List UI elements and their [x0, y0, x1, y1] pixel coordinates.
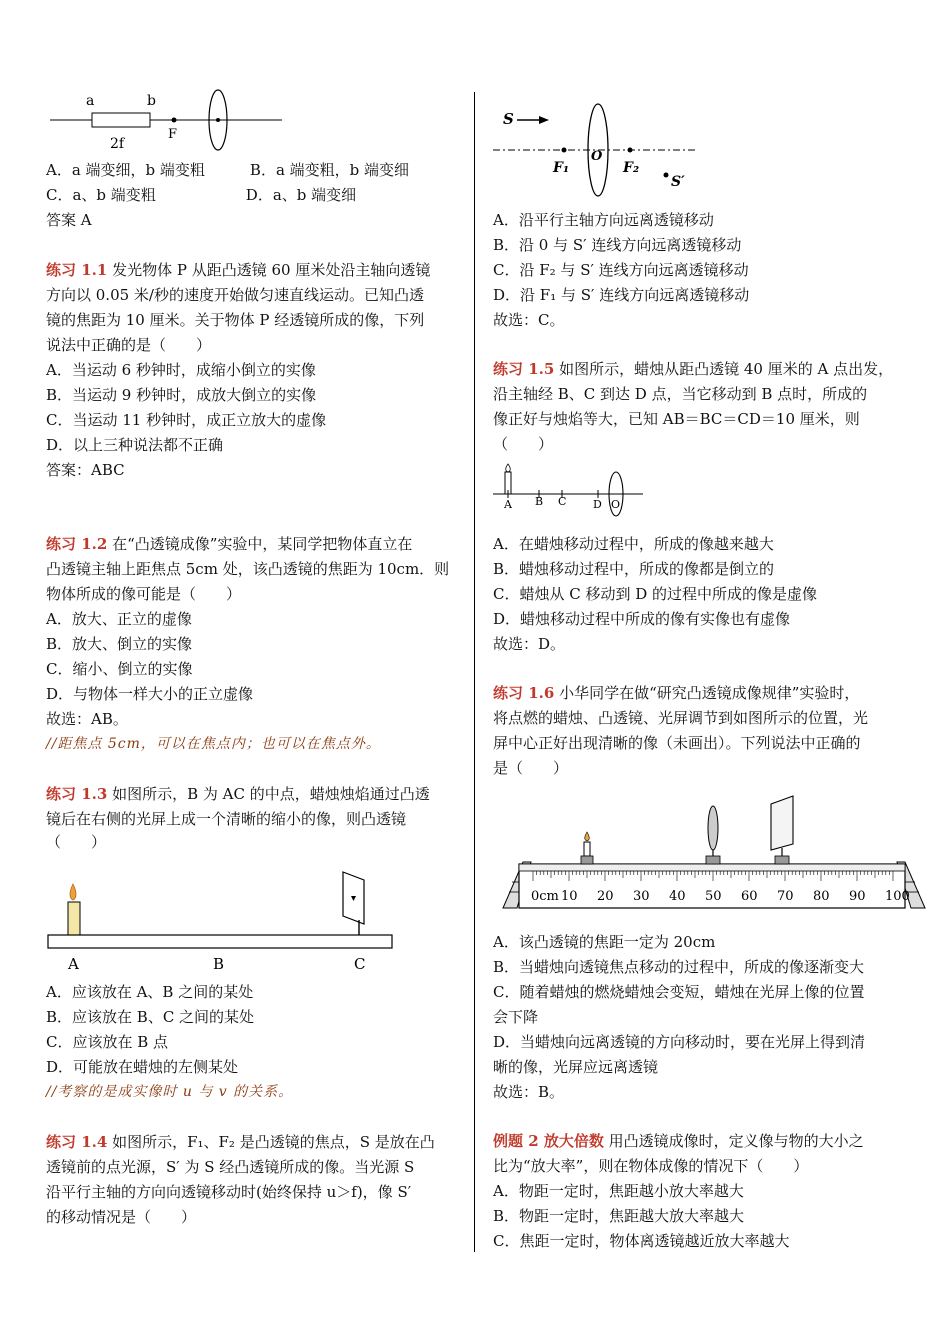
q12-option-b: B．放大、倒立的实像: [46, 635, 193, 653]
q13-label: 练习 1.3: [46, 785, 108, 803]
q11-label: 练习 1.1: [46, 261, 108, 279]
q15-option-a: A．在蜡烛移动过程中，所成的像越来越大: [493, 535, 774, 553]
ruler-tick-label: 30: [633, 889, 650, 904]
label-B: B: [213, 955, 225, 973]
label-A: A: [504, 498, 512, 511]
q11-option-c: C．当运动 11 秒钟时，成正立放大的虚像: [46, 411, 327, 429]
ruler-tick-label: 0cm: [531, 889, 559, 904]
q13-line-1: 练习 1.3 如图所示，B 为 AC 的中点，蜡烛烛焰通过凸透: [46, 785, 430, 803]
q15-option-d: D．蜡烛移动过程中所成的像有实像也有虚像: [493, 610, 791, 628]
q14-line-2: 透镜前的点光源，S′ 为 S 经凸透镜所成的像。当光源 S: [46, 1158, 415, 1176]
figure-candle-screen: [46, 862, 396, 980]
ruler-tick-label: 50: [705, 889, 722, 904]
q12-option-a: A．放大、正立的虚像: [46, 610, 192, 628]
label-A: A: [68, 955, 79, 973]
q12-answer: 故选：AB。: [46, 710, 128, 728]
q12-line-3: 物体所成的像可能是（ ）: [46, 585, 242, 603]
q12-note: //距焦点 5cm，可以在焦点内；也可以在焦点外。: [46, 736, 381, 752]
label-O: O: [611, 498, 621, 511]
q13-line-3: （ ）: [46, 833, 107, 851]
q11-option-b: B．当运动 9 秒钟时，成放大倒立的实像: [46, 386, 317, 404]
q13-option-a: A．应该放在 A、B 之间的某处: [46, 983, 254, 1001]
figure-rod-lens: [50, 90, 290, 154]
q14-line-4: 的移动情况是（ ）: [46, 1208, 197, 1226]
figure-point-source-lens: [493, 96, 713, 198]
q13-note: //考察的是成实像时 u 与 v 的关系。: [46, 1084, 294, 1100]
q15-answer: 故选：D。: [493, 635, 566, 653]
lens: [706, 806, 720, 864]
q14-option-a: A．沿平行主轴方向远离透镜移动: [493, 211, 714, 229]
q0-answer: 答案 A: [46, 211, 92, 229]
label-D: D: [593, 498, 602, 511]
ex2-option-c: C．焦距一定时，物体离透镜越近放大率越大: [493, 1232, 790, 1250]
ruler-tick-label: 60: [741, 889, 758, 904]
ruler-tick-label: 80: [813, 889, 830, 904]
ex2-option-a: A．物距一定时，焦距越小放大率越大: [493, 1182, 744, 1200]
q16-answer: 故选：B。: [493, 1083, 565, 1101]
q15-option-b: B．蜡烛移动过程中，所成的像都是倒立的: [493, 560, 775, 578]
q16-option-c-1: C．随着蜡烛的燃烧蜡烛会变短，蜡烛在光屏上像的位置: [493, 983, 865, 1001]
figure-optical-bench: [499, 792, 929, 914]
q15-line-2: 沿主轴经 B、C 到达 D 点，当它移动到 B 点时，所成的: [493, 385, 868, 403]
q11-option-d: D．以上三种说法都不正确: [46, 436, 224, 454]
ex2-line-1: 例题 2 放大倍数 用凸透镜成像时，定义像与物的大小之: [493, 1132, 864, 1150]
ruler-tick-label: 10: [561, 889, 578, 904]
q16-option-a: A．该凸透镜的焦距一定为 20cm: [493, 933, 716, 951]
label-F: F: [168, 127, 178, 142]
label-S: S: [503, 110, 514, 128]
q16-line-2: 将点燃的蜡烛、凸透镜、光屏调节到如图所示的位置，光: [493, 709, 869, 727]
q16-option-d-1: D．当蜡烛向远离透镜的方向移动时，要在光屏上得到清: [493, 1033, 866, 1051]
q11-line-3: 镜的焦距为 10 厘米。关于物体 P 经透镜所成的像，下列: [46, 311, 425, 329]
label-C: C: [354, 955, 366, 973]
q13-option-b: B．应该放在 B、C 之间的某处: [46, 1008, 255, 1026]
q16-line-4: 是（ ）: [493, 759, 569, 777]
q11-line-1: 练习 1.1 发光物体 P 从距凸透镜 60 厘米处沿主轴向透镜: [46, 261, 431, 279]
figure-candle-points-lens: [493, 460, 653, 516]
ruler-tick-label: 70: [777, 889, 794, 904]
q14-line-1: 练习 1.4 如图所示，F₁、F₂ 是凸透镜的焦点，S 是放在凸: [46, 1133, 435, 1151]
label-F2: F₂: [623, 160, 640, 176]
candle: [581, 832, 593, 864]
q11-line-4: 说法中正确的是（ ）: [46, 336, 212, 354]
ruler-tick-label: 40: [669, 889, 686, 904]
q11-option-a: A．当运动 6 秒钟时，成缩小倒立的实像: [46, 361, 316, 379]
q13-option-c: C．应该放在 B 点: [46, 1033, 169, 1051]
q12-line-1: 练习 1.2 在“凸透镜成像”实验中，某同学把物体直立在: [46, 535, 413, 553]
q12-option-d: D．与物体一样大小的正立虚像: [46, 685, 254, 703]
q15-option-c: C．蜡烛从 C 移动到 D 的过程中所成的像是虚像: [493, 585, 818, 603]
q14-option-b: B．沿 0 与 S′ 连线方向远离透镜移动: [493, 236, 742, 254]
ex2-label: 例题 2 放大倍数: [493, 1132, 604, 1150]
q12-label: 练习 1.2: [46, 535, 108, 553]
q16-option-c-2: 会下降: [493, 1008, 539, 1026]
q11-line-2: 方向以 0.05 米/秒的速度开始做匀速直线运动。已知凸透: [46, 286, 424, 304]
q15-line-4: （ ）: [493, 435, 554, 453]
label-B: B: [535, 495, 544, 508]
label-C: C: [558, 495, 567, 508]
label-F1: F₁: [553, 160, 570, 176]
label-a: a: [86, 93, 95, 109]
ruler-tick-label: 90: [849, 889, 866, 904]
q16-option-d-2: 晰的像，光屏应远离透镜: [493, 1058, 659, 1076]
label-b: b: [147, 93, 156, 109]
label-S-prime: S′: [671, 174, 685, 190]
q16-line-3: 屏中心正好出现清晰的像（未画出）。下列说法中正确的: [493, 734, 861, 752]
q14-label: 练习 1.4: [46, 1133, 108, 1151]
column-divider: [474, 92, 475, 1252]
q12-option-c: C．缩小、倒立的实像: [46, 660, 193, 678]
q16-label: 练习 1.6: [493, 684, 555, 702]
q15-label: 练习 1.5: [493, 360, 555, 378]
q15-line-1: 练习 1.5 如图所示，蜡烛从距凸透镜 40 厘米的 A 点出发，: [493, 360, 894, 378]
q14-option-d: D．沿 F₁ 与 S′ 连线方向远离透镜移动: [493, 286, 750, 304]
label-2f: 2f: [110, 136, 125, 152]
light-screen: [771, 796, 793, 864]
q13-option-d: D．可能放在蜡烛的左侧某处: [46, 1058, 239, 1076]
q14-line-3: 沿平行主轴的方向向透镜移动时(始终保持 u＞f)，像 S′: [46, 1183, 412, 1201]
q15-line-3: 像正好与烛焰等大，已知 AB＝BC＝CD＝10 厘米，则: [493, 410, 860, 428]
q11-answer: 答案：ABC: [46, 461, 125, 479]
ex2-option-b: B．物距一定时，焦距越大放大率越大: [493, 1207, 745, 1225]
q12-line-2: 凸透镜主轴上距焦点 5cm 处，该凸透镜的焦距为 10cm．则: [46, 560, 450, 578]
q16-line-1: 练习 1.6 小华同学在做“研究凸透镜成像规律”实验时，: [493, 684, 860, 702]
q0-options-row1: A．a 端变细，b 端变粗 B．a 端变粗，b 端变细: [46, 161, 410, 179]
q0-options-row2: C．a、b 端变粗 D．a、b 端变细: [46, 186, 357, 204]
ex2-line-2: 比为“放大率”，则在物体成像的情况下（ ）: [493, 1157, 809, 1175]
label-O: O: [591, 149, 603, 164]
q16-option-b: B．当蜡烛向透镜焦点移动的过程中，所成的像逐渐变大: [493, 958, 865, 976]
ruler-tick-label: 100: [885, 889, 910, 904]
q14-option-c: C．沿 F₂ 与 S′ 连线方向远离透镜移动: [493, 261, 749, 279]
ruler-tick-label: 20: [597, 889, 614, 904]
q14-answer: 故选：C。: [493, 311, 565, 329]
q13-line-2: 镜后在右侧的光屏上成一个清晰的缩小的像，则凸透镜: [46, 810, 407, 828]
